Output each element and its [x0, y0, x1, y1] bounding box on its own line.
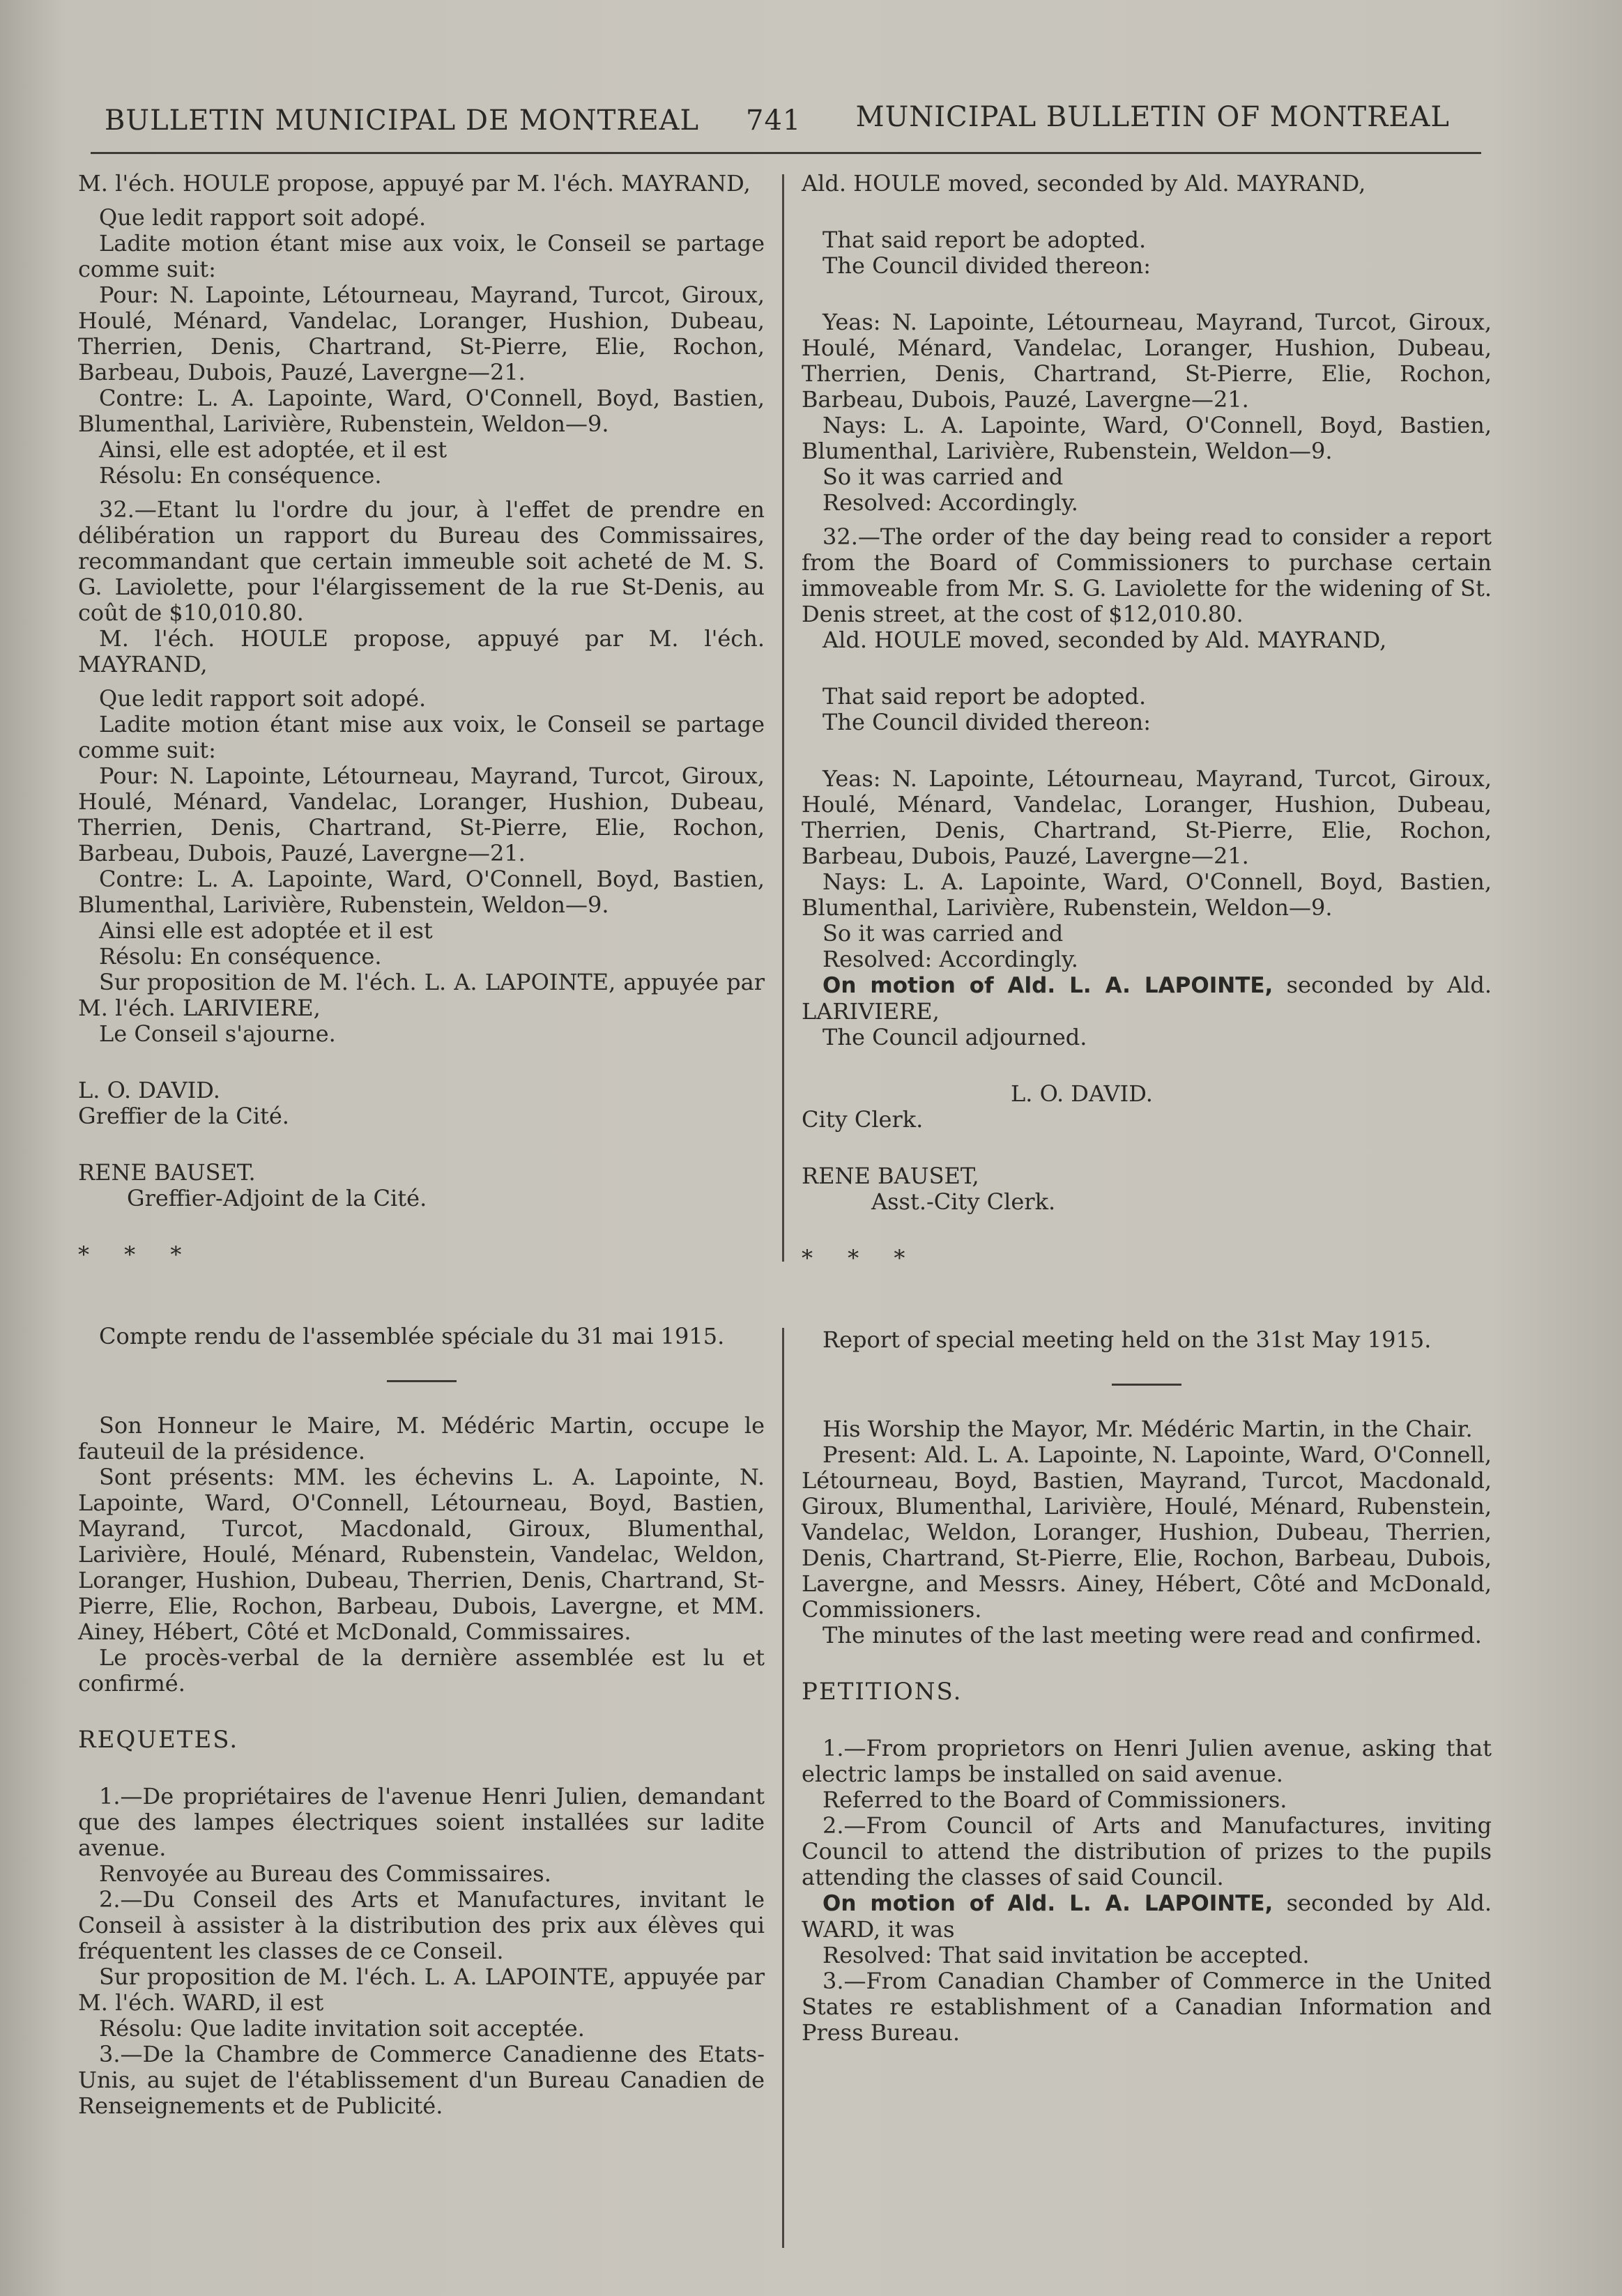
en-vote-yeas-2: Yeas: N. Lapointe, Létourneau, Mayrand, Turcot, Giroux, Houlé, Ménard, Vandelac, Loranger, Hushion, Dubeau, Therrien, Denis, Chartrand, St-Pierre, Elie, Rochon, Barbeau, Dubois, Pauzé, Lavergne—21.: [802, 765, 1492, 869]
fr-request-3: 3.—De la Chambre de Commerce Canadienne des Etats-Unis, au sujet de l'établissement d'un Bureau Canadien de Renseignements et de Publicité.: [78, 2041, 765, 2119]
en-vote-nays-2: Nays: L. A. Lapointe, Ward, O'Connell, Boyd, Bastien, Blumenthal, Larivière, Rubenstein, Weldon—9.: [802, 868, 1492, 921]
fr-request-1: 1.—De propriétaires de l'avenue Henri Julien, demandant que des lampes électriques soient installées sur ladite avenue.: [78, 1783, 765, 1861]
fr-requetes-heading: REQUETES.: [78, 1726, 239, 1754]
en-resolution-2: That said report be adopted.: [823, 683, 1147, 710]
fr-request-1-referred: Renvoyée au Bureau des Commissaires.: [99, 1860, 551, 1887]
en-petition-2-motion: [802, 1890, 1492, 1943]
en-adjourn: The Council adjourned.: [823, 1024, 1087, 1050]
page-header: [91, 98, 1478, 146]
fr-request-2-motion: Sur proposition de M. l'éch. L. A. LAPOINTE, appuyée par M. l'éch. WARD, il est: [78, 1964, 765, 2016]
en-signature-asst-title: Asst.-City Clerk.: [871, 1188, 1056, 1215]
en-petition-2-motion-bold: On motion of Ald. L. A. LAPOINTE,: [823, 1891, 1273, 1916]
fr-resolu: Résolu: En conséquence.: [99, 462, 382, 489]
fr-request-2-resolu: Résolu: Que ladite invitation soit acceptée.: [99, 2015, 585, 2042]
en-chair: His Worship the Mayor, Mr. Médéric Martin, in the Chair.: [823, 1416, 1473, 1442]
en-petition-3: 3.—From Canadian Chamber of Commerce in the United States re establishment of a Canadian Information and Press Bureau.: [802, 1968, 1492, 2046]
en-minutes: The minutes of the last meeting were read and confirmed.: [823, 1622, 1482, 1648]
header-english-title: MUNICIPAL BULLETIN OF MONTREAL: [855, 101, 1450, 133]
en-petition-2-resolved: Resolved: That said invitation be accepted.: [823, 1942, 1310, 1968]
en-signature-clerk-title: City Clerk.: [802, 1106, 924, 1133]
en-carried: So it was carried and: [823, 464, 1064, 490]
column-divider-upper: [782, 174, 784, 1262]
en-adjourn-motion-rest: seconded by Ald. LARIVIERE,: [802, 972, 1492, 1025]
fr-vote-pour-2: Pour: N. Lapointe, Létourneau, Mayrand, Turcot, Giroux, Houlé, Ménard, Vandelac, Loranger, Hushion, Dubeau, Therrien, Denis, Chartrand, St-Pierre, Elie, Rochon, Barbeau, Dubois, Pauzé, Lavergne—21.: [78, 763, 765, 866]
fr-adopted-2: Ainsi elle est adoptée et il est: [99, 917, 433, 944]
header-rule: [91, 152, 1481, 154]
en-vote-nays: Nays: L. A. Lapointe, Ward, O'Connell, Boyd, Bastien, Blumenthal, Larivière, Rubenstein, Weldon—9.: [802, 412, 1492, 464]
en-petitions-heading: PETITIONS.: [802, 1678, 963, 1706]
fr-motion-2: M. l'éch. HOULE propose, appuyé par M. l'éch. MAYRAND,: [78, 625, 765, 678]
en-signature-clerk: L. O. DAVID.: [1011, 1080, 1153, 1107]
french-column: [78, 171, 765, 2119]
fr-present: Sont présents: MM. les échevins L. A. Lapointe, N. Lapointe, Ward, O'Connell, Létourneau, Boyd, Bastien, Mayrand, Turcot, Macdonald, Giroux, Blumenthal, Larivière, Houlé, Ménard, Rubenstein, Vandelac, Weldon, Loranger, Hushion, Dubeau, Therrien, Denis, Chartrand, St-Pierre, Elie, Rochon, Barbeau, Dubois, Lavergne, et MM. Ainey, Hébert, Côté et McDonald, Commissaires.: [78, 1464, 765, 1645]
fr-item-32: 32.—Etant lu l'ordre du jour, à l'effet de prendre en délibération un rapport du Bureau des Commissaires, recommandant que certain immeuble soit acheté de M. S. G. Laviolette, pour l'élargissement de la rue St-Denis, au coût de $10,010.80.: [78, 496, 765, 626]
en-motion-2: Ald. HOULE moved, seconded by Ald. MAYRAND,: [823, 627, 1387, 653]
fr-adjourn-motion: Sur proposition de M. l'éch. L. A. LAPOINTE, appuyée par M. l'éch. LARIVIERE,: [78, 969, 765, 1021]
fr-resolu-2: Résolu: En conséquence.: [99, 943, 382, 970]
en-vote-intro: The Council divided thereon:: [823, 252, 1151, 279]
fr-signature-asst-title: Greffier-Adjoint de la Cité.: [127, 1185, 427, 1211]
en-vote-yeas: Yeas: N. Lapointe, Létourneau, Mayrand, Turcot, Giroux, Houlé, Ménard, Vandelac, Loranger, Hushion, Dubeau, Therrien, Denis, Chartrand, St-Pierre, Elie, Rochon, Barbeau, Dubois, Pauzé, Lavergne—21.: [802, 309, 1492, 413]
en-present: Present: Ald. L. A. Lapointe, N. Lapointe, Ward, O'Connell, Létourneau, Boyd, Bastien, Mayrand, Turcot, Macdonald, Giroux, Blumenthal, Larivière, Houlé, Ménard, Rubenstein, Vandelac, Weldon, Loranger, Hushion, Dubeau, Therrien, Denis, Chartrand, St-Pierre, Elie, Rochon, Barbeau, Dubois, Lavergne, and Messrs. Ainey, Hébert, Côté and McDonald, Commissioners.: [802, 1441, 1492, 1623]
en-resolved-2: Resolved: Accordingly.: [823, 946, 1078, 972]
fr-signature-clerk: L. O. DAVID.: [78, 1077, 220, 1103]
english-column: [802, 171, 1492, 2046]
en-signature-asst: RENE BAUSET,: [802, 1163, 979, 1189]
fr-vote-contre: Contre: L. A. Lapointe, Ward, O'Connell, Boyd, Bastien, Blumenthal, Larivière, Rubenstein, Weldon—9.: [78, 385, 765, 437]
en-petition-2-motion-rest: seconded by Ald. WARD, it was: [802, 1890, 1492, 1943]
fr-adopted: Ainsi, elle est adoptée, et il est: [99, 436, 447, 463]
en-vote-intro-2: The Council divided thereon:: [823, 709, 1151, 735]
header-french-title: BULLETIN MUNICIPAL DE MONTREAL: [105, 105, 700, 137]
fr-resolution-2: Que ledit rapport soit adopé.: [99, 685, 427, 712]
en-resolved: Resolved: Accordingly.: [823, 489, 1078, 516]
fr-adjourn: Le Conseil s'ajourne.: [99, 1020, 336, 1047]
en-report-title: Report of special meeting held on the 31st May 1915.: [823, 1326, 1432, 1353]
en-carried-2: So it was carried and: [823, 920, 1064, 947]
en-motion: Ald. HOULE moved, seconded by Ald. MAYRAND,: [802, 170, 1366, 197]
en-resolution: That said report be adopted.: [823, 227, 1147, 253]
en-item-32: 32.—The order of the day being read to consider a report from the Board of Commissioners to purchase certain immoveable from Mr. S. G. Laviolette for the widening of St. Denis street, at the cost of $12,010.80.: [802, 523, 1492, 627]
fr-separator-stars: * * *: [78, 1241, 196, 1268]
en-separator-stars: * * *: [802, 1245, 919, 1271]
en-adjourn-motion: [802, 972, 1492, 1025]
column-divider-lower: [782, 1328, 784, 2248]
en-petition-1-referred: Referred to the Board of Commissioners.: [823, 1786, 1287, 1813]
fr-vote-intro-2: Ladite motion étant mise aux voix, le Conseil se partage comme suit:: [78, 711, 765, 763]
fr-request-2: 2.—Du Conseil des Arts et Manufactures, invitant le Conseil à assister à la distribution des prix aux élèves qui fréquentent les classes de ce Conseil.: [78, 1886, 765, 1964]
fr-report-title: Compte rendu de l'assemblée spéciale du 31 mai 1915.: [99, 1323, 725, 1349]
fr-signature-asst: RENE BAUSET.: [78, 1159, 256, 1186]
en-petition-2: 2.—From Council of Arts and Manufactures, inviting Council to attend the distribution of prizes to the pupils attending the classes of said Council.: [802, 1812, 1492, 1890]
en-petition-1: 1.—From proprietors on Henri Julien avenue, asking that electric lamps be installed on said avenue.: [802, 1735, 1492, 1787]
fr-vote-intro: Ladite motion étant mise aux voix, le Conseil se partage comme suit:: [78, 230, 765, 282]
fr-signature-clerk-title: Greffier de la Cité.: [78, 1103, 289, 1129]
fr-chair: Son Honneur le Maire, M. Médéric Martin, occupe le fauteuil de la présidence.: [78, 1412, 765, 1464]
fr-minutes: Le procès-verbal de la dernière assemblée est lu et confirmé.: [78, 1644, 765, 1697]
en-adjourn-motion-bold: On motion of Ald. L. A. LAPOINTE,: [823, 973, 1273, 998]
fr-vote-contre-2: Contre: L. A. Lapointe, Ward, O'Connell, Boyd, Bastien, Blumenthal, Larivière, Rubenstein, Weldon—9.: [78, 866, 765, 918]
fr-resolution: Que ledit rapport soit adopé.: [99, 204, 427, 231]
fr-vote-pour: Pour: N. Lapointe, Létourneau, Mayrand, Turcot, Giroux, Houlé, Ménard, Vandelac, Loranger, Hushion, Dubeau, Therrien, Denis, Chartrand, St-Pierre, Elie, Rochon, Barbeau, Dubois, Pauzé, Lavergne—21.: [78, 282, 765, 385]
page-number: 741: [746, 105, 802, 137]
fr-motion: M. l'éch. HOULE propose, appuyé par M. l'éch. MAYRAND,: [78, 170, 751, 197]
